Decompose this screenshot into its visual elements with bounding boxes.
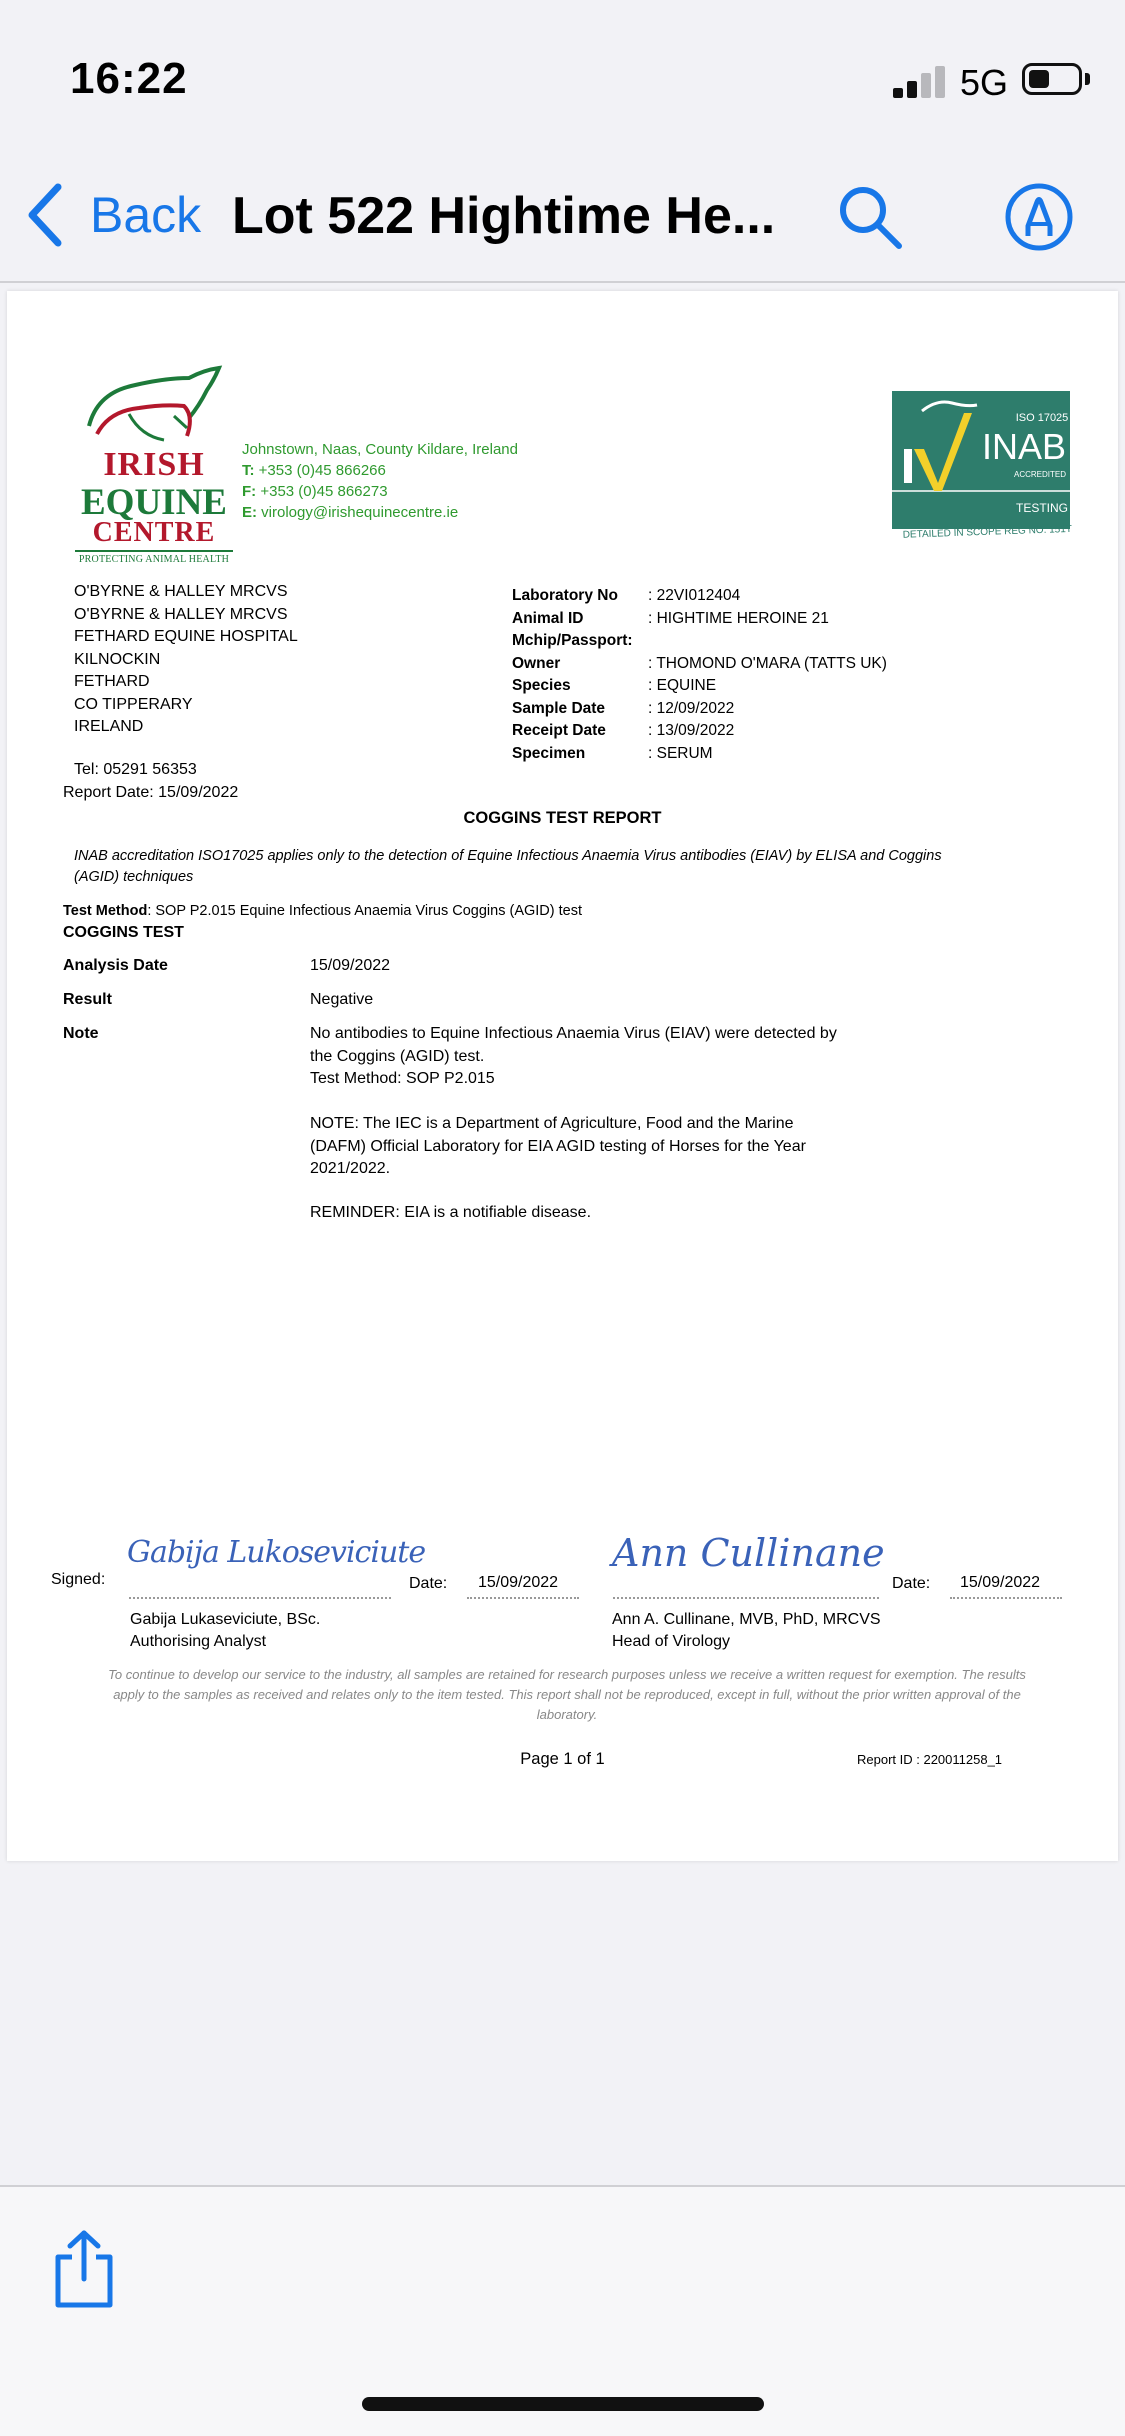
sign-date-2: 15/09/2022 <box>960 1574 1041 1591</box>
address-line: O'BYRNE & HALLEY MRCVS <box>74 605 288 623</box>
status-bar <box>0 0 1125 150</box>
dafm-notice <box>310 1113 910 1181</box>
page-number: Page 1 of 1 <box>520 1750 605 1768</box>
signature-1-line <box>129 1597 391 1599</box>
address-line: KILNOCKIN <box>74 650 161 668</box>
notice-line: (DAFM) Official Laboratory for EIA AGID testing of Horses for the Year <box>310 1137 806 1155</box>
document-title: Lot 522 Hightime He... <box>232 187 776 245</box>
battery-icon <box>1022 63 1082 95</box>
network-type: 5G <box>960 62 1009 103</box>
inab-disclaimer: INAB accreditation ISO17025 applies only to the detection of Equine Infectious Anaemia Virus antibodies (EIAV) by ELISA and Coggins (AGID) techniques <box>74 848 942 885</box>
iec-logo-tagline: PROTECTING ANIMAL HEALTH <box>78 554 230 565</box>
signature-1 <box>127 1535 426 1580</box>
back-label: Back <box>90 187 202 243</box>
iec-logo-equine: EQUINE <box>81 482 227 523</box>
lab-detail-key: Laboratory No <box>512 587 618 604</box>
back-button[interactable] <box>24 180 201 250</box>
notice-line: 2021/2022. <box>310 1160 391 1177</box>
note-label: Note <box>63 1025 99 1042</box>
signer-1-name: Gabija Lukaseviciute, BSc. <box>130 1611 321 1628</box>
signature-2-script: Ann Cullinane <box>612 1531 885 1575</box>
lab-details-table <box>512 585 887 765</box>
note-line: Test Method: SOP P2.015 <box>310 1070 495 1087</box>
iec-fax: +353 (0)45 866273 <box>260 483 388 500</box>
pdf-page[interactable] <box>7 291 1118 1861</box>
date-line-2 <box>950 1597 1062 1599</box>
status-time: 16:22 <box>70 54 188 103</box>
battery-cap <box>1085 73 1090 85</box>
lab-detail-value: : THOMOND O'MARA (TATTS UK) <box>648 654 887 672</box>
address-line: CO TIPPERARY <box>74 695 193 713</box>
lab-detail-row <box>512 653 887 676</box>
signature-1-script: Gabija Lukoseviciute <box>127 1535 426 1570</box>
lab-detail-row <box>512 630 887 653</box>
lab-detail-key: Species <box>512 677 571 694</box>
lab-detail-key: Owner <box>512 654 561 672</box>
test-method-text: : SOP P2.015 Equine Infectious Anaemia Virus Coggins (AGID) test <box>147 903 583 919</box>
report-id: Report ID : 220011258_1 <box>857 1752 1003 1767</box>
lab-detail-row <box>512 608 887 631</box>
iec-email: virology@irishequinecentre.ie <box>261 504 459 521</box>
report-title: COGGINS TEST REPORT <box>463 809 662 827</box>
horse-logo-icon <box>69 356 239 446</box>
address-line: IRELAND <box>74 718 144 735</box>
recipient-address <box>74 581 298 739</box>
iec-contact-block <box>242 439 518 523</box>
sign-date-1: 15/09/2022 <box>478 1574 559 1591</box>
footer-disclaimer: To continue to develop our service to the industry, all samples are retained for research purposes unless we receive a written request for exemption. The results apply to the samples as received and relates only to the item tested. This report shall not be reproduced, except in full, without the prior written approval of the laboratory. <box>108 1667 1026 1722</box>
lab-detail-value: : 22VI012404 <box>648 587 741 604</box>
lab-detail-key: Animal ID <box>512 609 584 627</box>
inab-logo-accredited: ACCREDITED <box>1013 470 1067 479</box>
address-line: O'BYRNE & HALLEY MRCVS <box>74 583 288 600</box>
test-method-label: Test Method <box>63 903 148 919</box>
lab-detail-value: : SERUM <box>648 744 713 762</box>
signer-2-name: Ann A. Cullinane, MVB, PhD, MRCVS <box>612 1611 881 1628</box>
chevron-left-icon <box>24 183 68 247</box>
lab-detail-row <box>512 743 887 766</box>
search-icon[interactable] <box>835 182 905 252</box>
note-line: No antibodies to Equine Infectious Anaemia Virus (EIAV) were detected by <box>310 1025 837 1042</box>
inab-accreditation-logo <box>892 391 1072 541</box>
signer-2-title: Head of Virology <box>612 1633 730 1650</box>
lab-detail-row <box>512 585 887 608</box>
bottom-toolbar <box>0 2187 1125 2436</box>
lab-detail-value: : HIGHTIME HEROINE 21 <box>648 609 829 627</box>
reminder-text: REMINDER: EIA is a notifiable disease. <box>310 1204 592 1221</box>
coggins-heading: COGGINS TEST <box>63 924 184 941</box>
recipient-phone: Tel: 05291 56353 <box>74 761 197 778</box>
lab-detail-value: : 12/09/2022 <box>648 699 735 717</box>
result-label: Result <box>63 991 112 1008</box>
home-indicator[interactable] <box>362 2397 764 2411</box>
address-line: FETHARD <box>74 673 150 690</box>
iec-logo-rule <box>75 550 233 552</box>
lab-detail-row <box>512 675 887 698</box>
tel-label: T: <box>242 462 255 479</box>
inab-logo-iso: ISO 17025 <box>1015 412 1069 424</box>
nav-divider <box>0 281 1125 283</box>
date-line-1 <box>467 1597 579 1599</box>
email-label: E: <box>242 504 257 521</box>
inab-scope-note: DETAILED IN SCOPE REG NO. 151T <box>902 523 1073 541</box>
test-method-line <box>63 903 582 919</box>
lab-detail-row <box>512 720 887 743</box>
lab-detail-value: : 13/09/2022 <box>648 722 735 739</box>
signature-2-line <box>613 1597 879 1599</box>
analysis-date-label: Analysis Date <box>63 957 168 974</box>
signature-2 <box>612 1531 885 1591</box>
lab-detail-key: Receipt Date <box>512 722 606 739</box>
address-line: FETHARD EQUINE HOSPITAL <box>74 628 298 645</box>
date-label-2: Date: <box>892 1575 931 1592</box>
iec-phone: +353 (0)45 866266 <box>258 462 386 479</box>
share-icon[interactable] <box>52 2229 116 2309</box>
lab-detail-key: Specimen <box>512 744 586 762</box>
inab-logo-name: INAB <box>981 426 1067 467</box>
cellular-signal-icon <box>893 64 947 98</box>
lab-detail-value: : EQUINE <box>648 677 717 694</box>
signer-1-block <box>130 1609 320 1653</box>
iec-logo-centre: CENTRE <box>92 517 216 548</box>
lab-detail-key: Mchip/Passport: <box>512 632 633 649</box>
fax-label: F: <box>242 483 257 500</box>
signer-2-block <box>612 1609 881 1653</box>
date-label-1: Date: <box>409 1575 448 1592</box>
iec-logo-irish: IRISH <box>103 446 205 483</box>
navigation-bar <box>0 150 1125 282</box>
iec-address: Johnstown, Naas, County Kildare, Ireland <box>242 441 518 458</box>
report-date: Report Date: 15/09/2022 <box>63 784 239 801</box>
analysis-date-value: 15/09/2022 <box>310 957 391 974</box>
signed-label: Signed: <box>51 1571 106 1588</box>
inab-logo-testing: TESTING <box>1015 501 1069 515</box>
lab-detail-key: Sample Date <box>512 699 606 717</box>
note-line: the Coggins (AGID) test. <box>310 1047 485 1065</box>
markup-pen-icon[interactable] <box>1004 182 1074 252</box>
signer-1-title: Authorising Analyst <box>130 1633 267 1650</box>
result-value: Negative <box>310 991 374 1008</box>
notice-line: NOTE: The IEC is a Department of Agriculture, Food and the Marine <box>310 1115 794 1132</box>
note-text <box>310 1023 910 1091</box>
lab-detail-row <box>512 698 887 721</box>
